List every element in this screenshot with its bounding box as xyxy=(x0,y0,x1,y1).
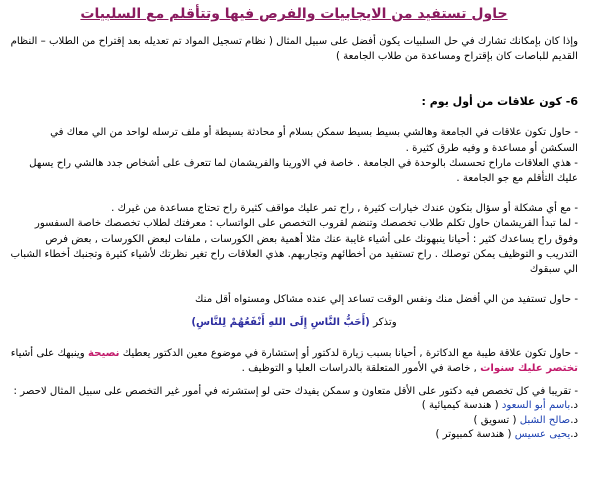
paragraph-4: - لما تبدأ الفريشمان حاول تكلم طلاب تخصصك وتنضم لقروب التخصص على الواتساب : معرفتك لطلاب تخصصك خاصة السفسور وفوق راح يساعدك كثير : أحيانا ينبهونك على أشياء غايبة عنك مثلا أهمية بعض الكورسات , ملفات لبعض الكورسات , بعض فرص التدريب و التوظيف يمكن توصلك . راح تستفيد من أخطائهم وتجاربهم. هذي العلاقات راح تغير نظرتك لأشياء كثيرة وتجنبك أخطاء الشباب الي سبقوك xyxy=(10,218,578,276)
section-heading: 6- كون علاقات من أول يوم : xyxy=(421,95,578,109)
person-name: يحيى عسيس xyxy=(514,429,571,441)
list-item: د.صالح الشبل ( تسويق ) xyxy=(473,414,578,426)
highlight-years: تختصر عليك سنوات xyxy=(480,362,578,374)
person-field: ( هندسة كمبيوتر ) xyxy=(435,429,512,441)
highlight-advice: نصيحة xyxy=(87,347,120,359)
paragraph-5: - حاول تستفيد من الي أفضل منك ونفس الوقت تساعد إلي عنده مشاكل ومستواه أقل منك xyxy=(195,294,578,306)
verse-text: (أَحَبُّ النَّاسِ إِلَى اللهِ أَنْفَعُهُمْ لِلنَّاسِ) xyxy=(191,317,370,329)
intro-paragraph: وإذا كان بإمكانك تشارك في حل السلبيات يكون أفضل على سبيل المثال ( نظام تسجيل المواد تم تعديله بعد إقتراح من الطلاب – النظام القديم للباصات كان بإقتراح ومساعدة من طلاب الجامعة ) xyxy=(10,36,578,63)
paragraph-7: - تقريبا في كل تخصص فيه دكتور على الأقل متعاون و سمكن يفيدك حتى لو إستشرته في أمور غير التخصص على سبيل المثال لاحصر : xyxy=(13,386,578,398)
person-field: ( تسويق ) xyxy=(473,414,517,426)
verse-prefix: وتذكر xyxy=(373,317,397,329)
verse-line xyxy=(10,315,578,330)
paragraph-6-part-c: , خاصة في الأمور المتعلقة بالدراسات العليا و التوظيف . xyxy=(241,362,477,374)
page-title: حاول تستفيد من الايجابيات والفرص فيها وتتأقلم مع السلبيات xyxy=(80,6,508,22)
paragraph-6-part-a: - حاول تكون علاقة طيبة مع الدكاترة , أحيانا بسبب زيارة لدكتور أو إستشارة في موضوع معين الدكتور يعطيك xyxy=(122,347,578,359)
paragraph-2: - هذي العلاقات ماراح تحسسك بالوحدة في الجامعة . خاصة في الاورينا والفريشمان لما تتعرف على أشخاص جدد هالشي راح يسهل عليك التأقلم مع جو الجامعة . xyxy=(29,157,578,185)
person-name: باسم أبو السعود xyxy=(501,400,571,412)
people-list xyxy=(10,399,578,443)
person-field: ( هندسة كيميائية ) xyxy=(421,400,499,412)
paragraph-1: - حاول تكون علاقات في الجامعة وهالشي بسيط بسيط سمكن بسلام أو محادثة بسيطة أو ملف ترسله لواحد من الي معاك في السكشن أو مساعدة و وفيه طرق كثيرة . xyxy=(50,127,578,154)
paragraph-6-part-b: وينبهك على أشياء xyxy=(10,347,85,359)
list-item: د.يحيى عسيس ( هندسة كمبيوتر ) xyxy=(435,429,578,441)
paragraph-3: - مع أي مشكلة أو سؤال بتكون عندك خيارات كثيرة , راح تمر عليك مواقف كثيرة راح تحتاج مساعدة من غيرك . xyxy=(111,203,578,215)
person-name: صالح الشبل xyxy=(519,414,571,426)
paragraph-6 xyxy=(10,346,578,376)
list-item: د.باسم أبو السعود ( هندسة كيميائية ) xyxy=(421,400,578,412)
